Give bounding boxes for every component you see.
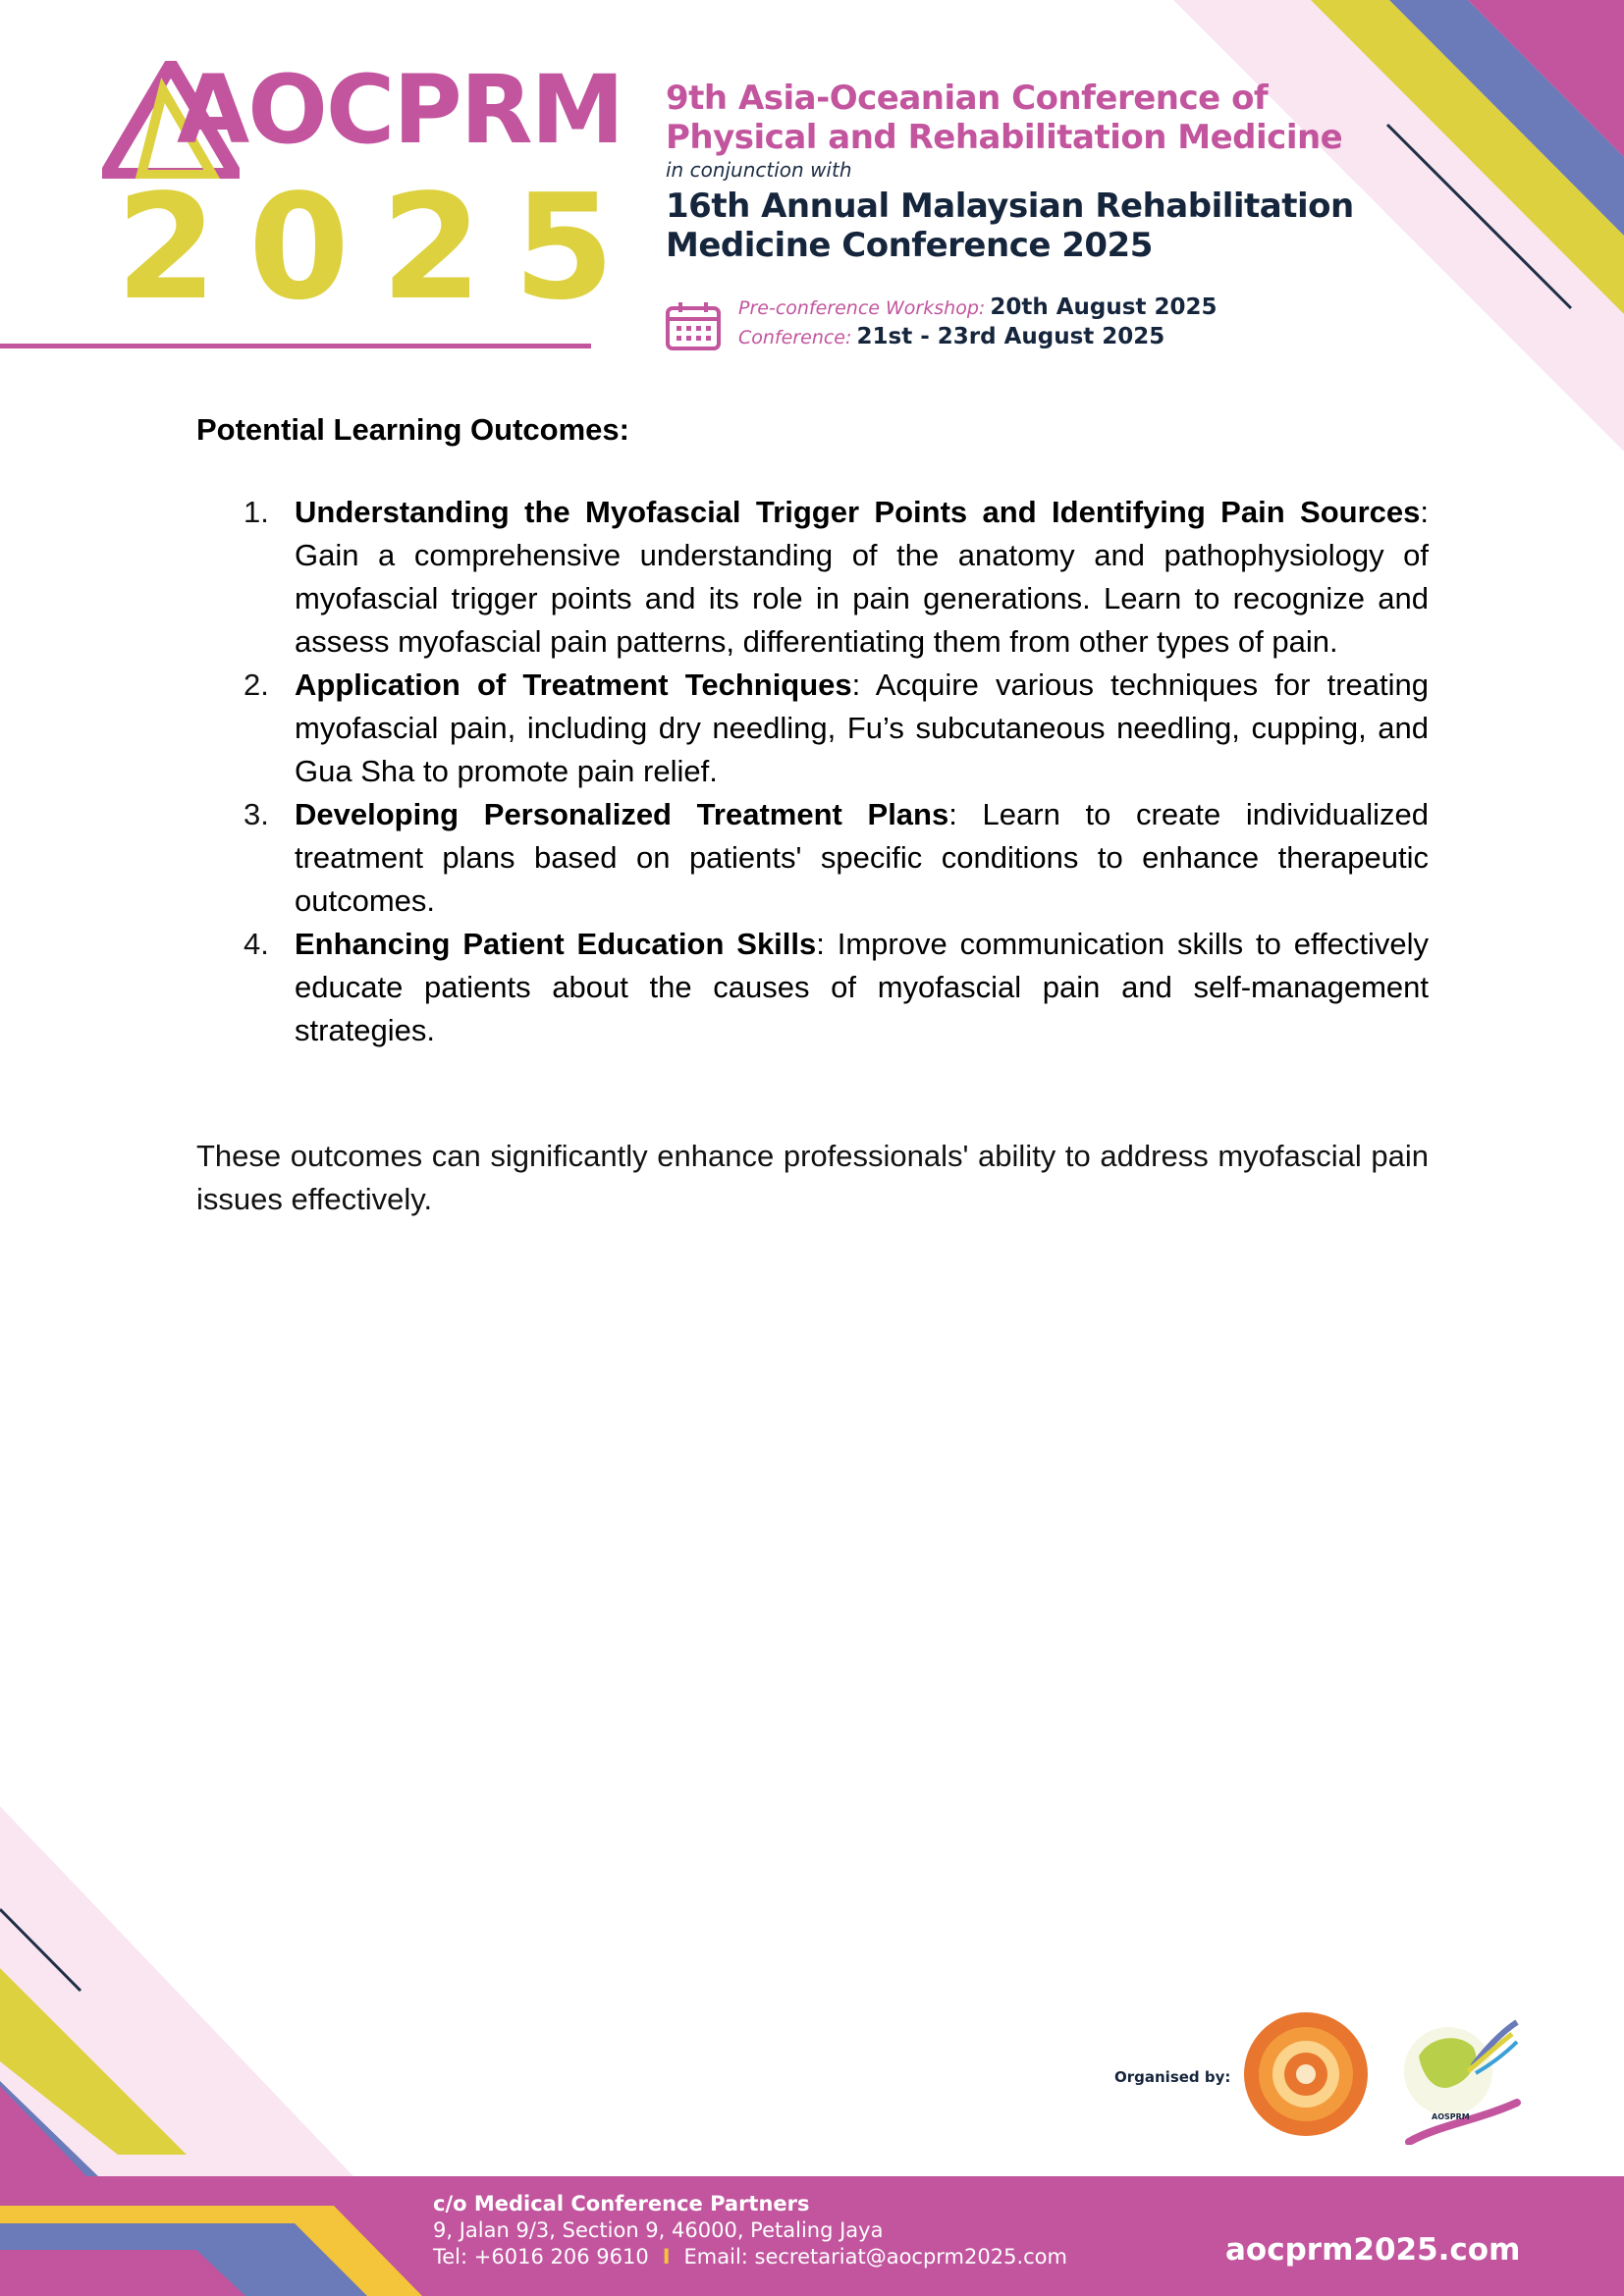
outcome-number: 4. bbox=[244, 927, 269, 961]
outcome-item bbox=[196, 793, 1429, 923]
organised-by-label: Organised by: bbox=[1114, 2068, 1231, 2086]
outcome-title: Understanding the Myofascial Trigger Points and Identifying Pain Sources bbox=[295, 495, 1421, 529]
conference-label: Conference: bbox=[738, 327, 852, 348]
conjunction-text: in conjunction with bbox=[666, 158, 852, 182]
outcome-text: : Improve communication skills to effectively educate patients about the causes of myofascial pain and self-management strategies. bbox=[295, 927, 1429, 1047]
outcome-text: : Gain a comprehensive understanding of the anatomy and pathophysiology of myofascial trigger points and its role in pain generations. Learn to recognize and assess myofascial pain patterns, differentiating them from other types of pain. bbox=[295, 495, 1429, 659]
footer-contact bbox=[433, 2244, 1067, 2270]
aosprm-logo-icon bbox=[1399, 2012, 1522, 2145]
workshop-date: 20th August 2025 bbox=[990, 294, 1218, 320]
mar-seal-logo-icon bbox=[1242, 2010, 1370, 2138]
footer-website-link[interactable]: aocprm2025.com bbox=[1225, 2232, 1521, 2268]
outcome-title: Developing Personalized Treatment Plans bbox=[295, 797, 949, 831]
learning-outcomes-heading: Potential Learning Outcomes: bbox=[196, 412, 629, 447]
closing-paragraph: These outcomes can significantly enhance professionals' ability to address myofascial pain issues effectively. bbox=[196, 1139, 1429, 1216]
conference-title: 9th Asia-Oceanian Conference of Physical and Rehabilitation Medicine bbox=[666, 79, 1343, 157]
outcome-text: : Acquire various techniques for treating myofascial pain, including dry needling, Fu’s subcutaneous needling, cupping, and Gua Sha to promote pain relief. bbox=[295, 667, 1429, 788]
stripe-pale-pink-bottom bbox=[0, 1806, 353, 2176]
outcome-title: Enhancing Patient Education Skills bbox=[295, 927, 817, 961]
logo-year: 2025 bbox=[116, 163, 646, 332]
footer-separator: I bbox=[662, 2245, 671, 2269]
aosprm-label: AOSPRM bbox=[1432, 2112, 1470, 2121]
outcomes-list bbox=[196, 491, 1429, 1052]
logo-underline bbox=[0, 344, 591, 348]
conference-subtitle: 16th Annual Malaysian Rehabilitation Medicine Conference 2025 bbox=[666, 187, 1354, 265]
outcome-text: : Learn to create individualized treatment plans based on patients' specific conditions to enhance therapeutic outcomes. bbox=[295, 797, 1429, 918]
footer-address-block bbox=[433, 2191, 1067, 2270]
outcome-item bbox=[196, 923, 1429, 1052]
footer-tel: Tel: +6016 206 9610 bbox=[433, 2245, 649, 2269]
calendar-icon bbox=[665, 300, 722, 351]
logo-wordmark: AOCPRM bbox=[177, 55, 623, 165]
outcome-number: 2. bbox=[244, 667, 269, 702]
conference-date: 21st - 23rd August 2025 bbox=[856, 324, 1165, 349]
footer-email[interactable]: Email: secretariat@aocprm2025.com bbox=[683, 2245, 1067, 2269]
conference-date-line bbox=[738, 324, 1164, 349]
workshop-label: Pre-conference Workshop: bbox=[738, 297, 986, 319]
footer-address: 9, Jalan 9/3, Section 9, 46000, Petaling Jaya bbox=[433, 2218, 884, 2242]
footer-stripes bbox=[0, 2176, 471, 2296]
outcome-item bbox=[196, 664, 1429, 793]
workshop-date-line bbox=[738, 294, 1217, 320]
outcome-item bbox=[196, 491, 1429, 664]
outcome-title: Application of Treatment Techniques bbox=[295, 667, 852, 702]
outcome-number: 3. bbox=[244, 797, 269, 831]
outcome-number: 1. bbox=[244, 495, 269, 529]
footer-org: c/o Medical Conference Partners bbox=[433, 2192, 810, 2216]
